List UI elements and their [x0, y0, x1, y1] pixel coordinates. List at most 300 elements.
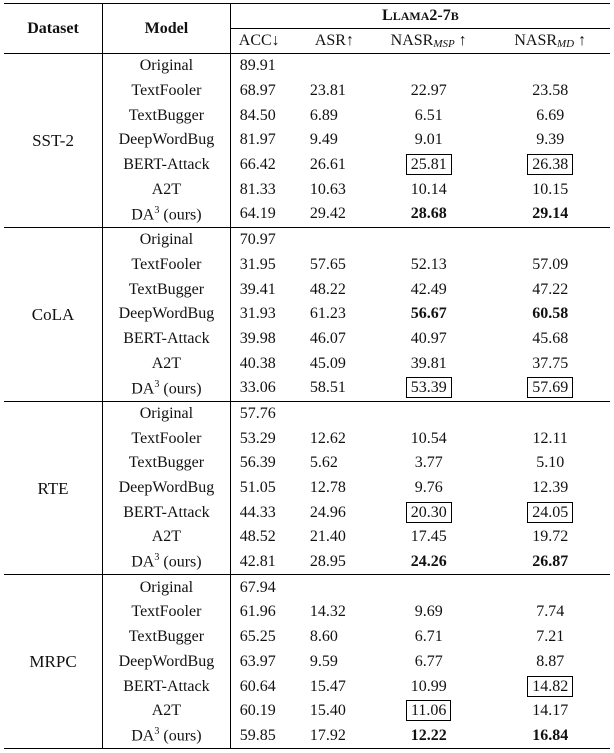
md-value: 7.74: [536, 603, 565, 621]
nasr-msp-arrow: ↑: [458, 31, 467, 49]
acc-value: 81.97: [239, 131, 276, 149]
model-cell: [103, 153, 231, 178]
model-name: BERT-Attack: [123, 156, 210, 174]
acc-value: 89.91: [239, 57, 276, 75]
model-name: TextFooler: [131, 255, 202, 273]
msp-cell: [367, 451, 491, 476]
acc-value: 51.05: [239, 479, 276, 497]
asr-value: 23.81: [309, 82, 346, 100]
asr-value: 15.40: [309, 702, 346, 720]
asr-value: 45.09: [309, 354, 346, 372]
md-cell: [490, 525, 610, 550]
asr-value: 9.49: [309, 131, 338, 149]
asr-value: 29.42: [309, 205, 346, 223]
model-cell: [103, 128, 231, 153]
acc-cell: [230, 351, 302, 376]
model-name: BERT-Attack: [123, 503, 210, 521]
md-value: 9.39: [536, 131, 565, 149]
msp-cell: [367, 600, 491, 625]
asr-cell: [302, 699, 367, 724]
acc-cell: [230, 376, 302, 401]
table-row: [4, 575, 610, 600]
asr-cell: [302, 625, 367, 650]
msp-cell: [367, 426, 491, 451]
acc-cell: [230, 128, 302, 153]
acc-value: 40.38: [239, 354, 276, 372]
model-name: DeepWordBug: [118, 131, 215, 149]
asr-value: 46.07: [309, 329, 346, 347]
acc-cell: [230, 103, 302, 128]
md-cell: [490, 500, 610, 525]
msp-cell: [367, 650, 491, 675]
msp-cell: [367, 525, 491, 550]
acc-value: 64.19: [239, 205, 276, 223]
nasr-msp-main: NASR: [390, 31, 434, 49]
acc-cell: [230, 724, 302, 749]
asr-cell: [302, 302, 367, 327]
md-cell: [490, 253, 610, 278]
dataset-cell: CoLA: [4, 227, 103, 401]
model-cell: [103, 699, 231, 724]
asr-cell: [302, 351, 367, 376]
acc-value: 66.42: [239, 156, 276, 174]
msp-cell: [367, 674, 491, 699]
md-cell: [490, 674, 610, 699]
model-name: DA: [131, 553, 155, 571]
md-value: 14.82: [527, 676, 573, 697]
msp-value: 6.51: [414, 106, 443, 124]
model-name: A2T: [151, 354, 182, 372]
model-superscript: 3: [154, 378, 160, 390]
msp-cell: [367, 351, 491, 376]
msp-value: 17.45: [410, 528, 447, 546]
model-name: A2T: [151, 180, 182, 198]
msp-cell: [367, 103, 491, 128]
model-name: Original: [139, 231, 194, 249]
md-cell: [490, 227, 610, 252]
model-cell: [103, 54, 231, 79]
asr-cell: [302, 476, 367, 501]
model-cell: [103, 79, 231, 104]
asr-cell: [302, 227, 367, 252]
table-row: [4, 401, 610, 426]
model-cell: [103, 277, 231, 302]
msp-cell: [367, 253, 491, 278]
dataset-cell: SST-2: [4, 54, 103, 228]
nasr-md-arrow: ↑: [578, 31, 587, 49]
model-superscript: 3: [154, 204, 160, 216]
md-cell: [490, 699, 610, 724]
model-cell: [103, 302, 231, 327]
header-acc: ACC↓: [238, 32, 280, 49]
acc-cell: [230, 253, 302, 278]
msp-value: 56.67: [410, 305, 447, 323]
msp-cell: [367, 128, 491, 153]
header-asr: ASR↑: [314, 32, 354, 49]
msp-value: 24.26: [410, 553, 447, 571]
acc-value: 39.41: [239, 280, 276, 298]
msp-cell: [367, 476, 491, 501]
model-name: TextFooler: [131, 603, 202, 621]
acc-cell: [230, 699, 302, 724]
md-cell: [490, 426, 610, 451]
asr-value: 10.63: [309, 180, 346, 198]
md-cell: [490, 153, 610, 178]
md-cell: [490, 401, 610, 426]
model-cell: [103, 227, 231, 252]
md-cell: [490, 202, 610, 227]
model-name: TextFooler: [131, 429, 202, 447]
model-name: Original: [139, 57, 194, 75]
md-cell: [490, 79, 610, 104]
asr-value: 12.62: [309, 429, 346, 447]
acc-cell: [230, 153, 302, 178]
model-cell: [103, 451, 231, 476]
model-name: DA: [131, 727, 155, 745]
acc-value: 61.96: [239, 603, 276, 621]
asr-value: 14.32: [309, 603, 346, 621]
acc-value: 60.64: [239, 677, 276, 695]
model-cell: [103, 351, 231, 376]
msp-value: 25.81: [406, 154, 452, 175]
msp-value: 9.76: [414, 479, 443, 497]
asr-cell: [302, 54, 367, 79]
md-value: 19.72: [532, 528, 569, 546]
msp-cell: [367, 202, 491, 227]
model-cell: [103, 550, 231, 575]
acc-cell: [230, 550, 302, 575]
msp-cell: [367, 79, 491, 104]
asr-cell: [302, 724, 367, 749]
md-cell: [490, 128, 610, 153]
acc-value: 44.33: [239, 503, 276, 521]
msp-value: 39.81: [410, 354, 447, 372]
model-name: BERT-Attack: [123, 329, 210, 347]
dataset-cell: MRPC: [4, 575, 103, 749]
model-cell: [103, 525, 231, 550]
nasr-md-sub: MD: [557, 37, 575, 50]
model-name: A2T: [151, 528, 182, 546]
msp-value: 40.97: [410, 329, 447, 347]
msp-value: 10.54: [410, 429, 447, 447]
acc-cell: [230, 54, 302, 79]
asr-cell: [302, 451, 367, 476]
md-value: 12.39: [532, 479, 569, 497]
model-superscript: 3: [154, 726, 160, 738]
acc-cell: [230, 674, 302, 699]
model-name: TextFooler: [131, 82, 202, 100]
model-name: DeepWordBug: [118, 652, 215, 670]
msp-cell: [367, 376, 491, 401]
model-suffix: (ours): [159, 379, 202, 397]
model-cell: [103, 724, 231, 749]
dataset-cell: RTE: [4, 401, 103, 575]
md-cell: [490, 327, 610, 352]
asr-cell: [302, 500, 367, 525]
acc-value: 42.81: [239, 553, 276, 571]
model-name: TextBugger: [128, 628, 205, 646]
model-cell: [103, 476, 231, 501]
md-cell: [490, 600, 610, 625]
asr-cell: [302, 327, 367, 352]
acc-cell: [230, 227, 302, 252]
acc-value: 60.19: [239, 702, 276, 720]
acc-cell: [230, 625, 302, 650]
acc-cell: [230, 277, 302, 302]
msp-value: 28.68: [410, 205, 447, 223]
msp-value: 10.14: [410, 180, 447, 198]
asr-value: 8.60: [309, 628, 338, 646]
nasr-md-main: NASR: [514, 31, 558, 49]
model-cell: [103, 575, 231, 600]
msp-value: 52.13: [410, 255, 447, 273]
asr-cell: [302, 128, 367, 153]
md-cell: [490, 476, 610, 501]
asr-cell: [302, 550, 367, 575]
model-name: DA: [131, 206, 155, 224]
md-value: 8.87: [536, 652, 565, 670]
llama-mid: 2-7: [429, 7, 451, 24]
acc-cell: [230, 79, 302, 104]
acc-cell: [230, 401, 302, 426]
md-cell: [490, 351, 610, 376]
md-value: 7.21: [536, 628, 565, 646]
asr-value: 24.96: [309, 503, 346, 521]
md-value: 57.69: [527, 377, 573, 398]
md-value: 47.22: [532, 280, 569, 298]
asr-value: 21.40: [309, 528, 346, 546]
asr-value: 15.47: [309, 677, 346, 695]
acc-cell: [230, 177, 302, 202]
model-name: Original: [139, 578, 194, 596]
msp-cell: [367, 177, 491, 202]
msp-value: 22.97: [410, 82, 447, 100]
md-value: 24.05: [527, 502, 573, 523]
model-cell: [103, 177, 231, 202]
acc-cell: [230, 202, 302, 227]
model-name: DeepWordBug: [118, 479, 215, 497]
md-value: 26.38: [527, 154, 573, 175]
msp-cell: [367, 724, 491, 749]
acc-value: 70.97: [239, 231, 276, 249]
msp-value: 12.22: [410, 726, 447, 744]
msp-value: 9.01: [414, 131, 443, 149]
asr-cell: [302, 177, 367, 202]
asr-value: 58.51: [309, 379, 346, 397]
nasr-msp-sub: MSP: [433, 37, 455, 50]
acc-value: 33.06: [239, 379, 276, 397]
acc-cell: [230, 426, 302, 451]
asr-value: 61.23: [309, 305, 346, 323]
model-cell: [103, 376, 231, 401]
msp-value: 3.77: [414, 454, 443, 472]
table-row: [4, 54, 610, 79]
md-value: 12.11: [532, 429, 568, 447]
acc-cell: [230, 500, 302, 525]
header-nasr-md: [490, 29, 610, 54]
asr-value: 6.89: [309, 106, 338, 124]
acc-value: 84.50: [239, 106, 276, 124]
msp-value: 11.06: [406, 700, 451, 721]
asr-cell: [302, 525, 367, 550]
msp-cell: [367, 153, 491, 178]
acc-value: 31.93: [239, 305, 276, 323]
acc-value: 56.39: [239, 454, 276, 472]
model-suffix: (ours): [159, 553, 202, 571]
model-cell: [103, 625, 231, 650]
model-name: DeepWordBug: [118, 305, 215, 323]
asr-value: 48.22: [309, 280, 346, 298]
model-cell: [103, 650, 231, 675]
msp-cell: [367, 401, 491, 426]
asr-cell: [302, 202, 367, 227]
acc-cell: [230, 650, 302, 675]
md-cell: [490, 575, 610, 600]
acc-cell: [230, 327, 302, 352]
md-cell: [490, 451, 610, 476]
msp-cell: [367, 500, 491, 525]
results-table: [4, 3, 610, 749]
md-value: 29.14: [532, 205, 569, 223]
md-cell: [490, 103, 610, 128]
asr-cell: [302, 277, 367, 302]
acc-value: 67.94: [239, 578, 276, 596]
asr-cell: [302, 426, 367, 451]
acc-value: 39.98: [239, 329, 276, 347]
header-dataset: Dataset: [4, 4, 103, 54]
model-cell: [103, 327, 231, 352]
llama-small: LAMA: [392, 9, 430, 23]
asr-cell: [302, 376, 367, 401]
md-value: 45.68: [532, 329, 569, 347]
model-cell: [103, 202, 231, 227]
asr-cell: [302, 103, 367, 128]
md-cell: [490, 724, 610, 749]
model-name: BERT-Attack: [123, 677, 210, 695]
asr-value: 12.78: [309, 479, 346, 497]
acc-value: 81.33: [239, 180, 276, 198]
asr-cell: [302, 575, 367, 600]
model-name: TextBugger: [128, 106, 205, 124]
msp-value: 9.69: [414, 603, 443, 621]
header-llama: [230, 4, 610, 29]
asr-cell: [302, 600, 367, 625]
asr-value: 57.65: [309, 255, 346, 273]
asr-value: 28.95: [309, 553, 346, 571]
asr-cell: [302, 650, 367, 675]
asr-value: 9.59: [309, 652, 338, 670]
model-superscript: 3: [154, 552, 160, 564]
msp-value: 53.39: [406, 377, 452, 398]
acc-value: 65.25: [239, 628, 276, 646]
model-name: DA: [131, 379, 155, 397]
acc-cell: [230, 525, 302, 550]
asr-cell: [302, 153, 367, 178]
model-cell: [103, 674, 231, 699]
model-name: TextBugger: [128, 280, 205, 298]
acc-cell: [230, 302, 302, 327]
acc-cell: [230, 600, 302, 625]
msp-value: 42.49: [410, 280, 447, 298]
llama-b: B: [450, 9, 459, 23]
md-cell: [490, 177, 610, 202]
asr-value: 5.62: [309, 454, 338, 472]
md-cell: [490, 650, 610, 675]
md-value: 37.75: [532, 354, 569, 372]
msp-cell: [367, 277, 491, 302]
acc-cell: [230, 575, 302, 600]
md-cell: [490, 277, 610, 302]
model-name: TextBugger: [128, 454, 205, 472]
md-value: 26.87: [532, 553, 569, 571]
acc-cell: [230, 476, 302, 501]
model-cell: [103, 253, 231, 278]
md-value: 23.58: [532, 82, 569, 100]
md-value: 5.10: [536, 454, 565, 472]
model-suffix: (ours): [159, 727, 202, 745]
acc-value: 63.97: [239, 652, 276, 670]
md-value: 16.84: [532, 726, 569, 744]
md-value: 57.09: [532, 255, 569, 273]
acc-value: 57.76: [239, 404, 276, 422]
md-cell: [490, 376, 610, 401]
md-value: 10.15: [532, 180, 569, 198]
msp-cell: [367, 575, 491, 600]
table-body: [4, 54, 610, 749]
msp-cell: [367, 550, 491, 575]
acc-value: 68.97: [239, 82, 276, 100]
md-cell: [490, 625, 610, 650]
asr-value: 26.61: [309, 156, 346, 174]
md-value: 60.58: [532, 305, 569, 323]
llama-big-l: L: [382, 7, 393, 24]
model-cell: [103, 401, 231, 426]
model-cell: [103, 500, 231, 525]
header-model: Model: [103, 4, 231, 54]
msp-cell: [367, 327, 491, 352]
model-cell: [103, 103, 231, 128]
asr-cell: [302, 674, 367, 699]
msp-cell: [367, 625, 491, 650]
acc-value: 53.29: [239, 429, 276, 447]
msp-cell: [367, 302, 491, 327]
asr-cell: [302, 79, 367, 104]
asr-cell: [302, 401, 367, 426]
acc-value: 31.95: [239, 255, 276, 273]
msp-value: 20.30: [406, 502, 452, 523]
md-value: 6.69: [536, 106, 565, 124]
msp-cell: [367, 54, 491, 79]
acc-value: 48.52: [239, 528, 276, 546]
msp-value: 10.99: [410, 677, 447, 695]
model-suffix: (ours): [159, 206, 202, 224]
table-row: [4, 227, 610, 252]
acc-value: 59.85: [239, 726, 276, 744]
msp-cell: [367, 699, 491, 724]
md-cell: [490, 302, 610, 327]
model-cell: [103, 600, 231, 625]
model-name: Original: [139, 404, 194, 422]
asr-cell: [302, 253, 367, 278]
model-cell: [103, 426, 231, 451]
msp-value: 6.71: [414, 628, 443, 646]
msp-value: 6.77: [414, 652, 443, 670]
md-value: 14.17: [532, 702, 569, 720]
msp-cell: [367, 227, 491, 252]
md-cell: [490, 54, 610, 79]
header-nasr-msp: [367, 29, 491, 54]
md-cell: [490, 550, 610, 575]
